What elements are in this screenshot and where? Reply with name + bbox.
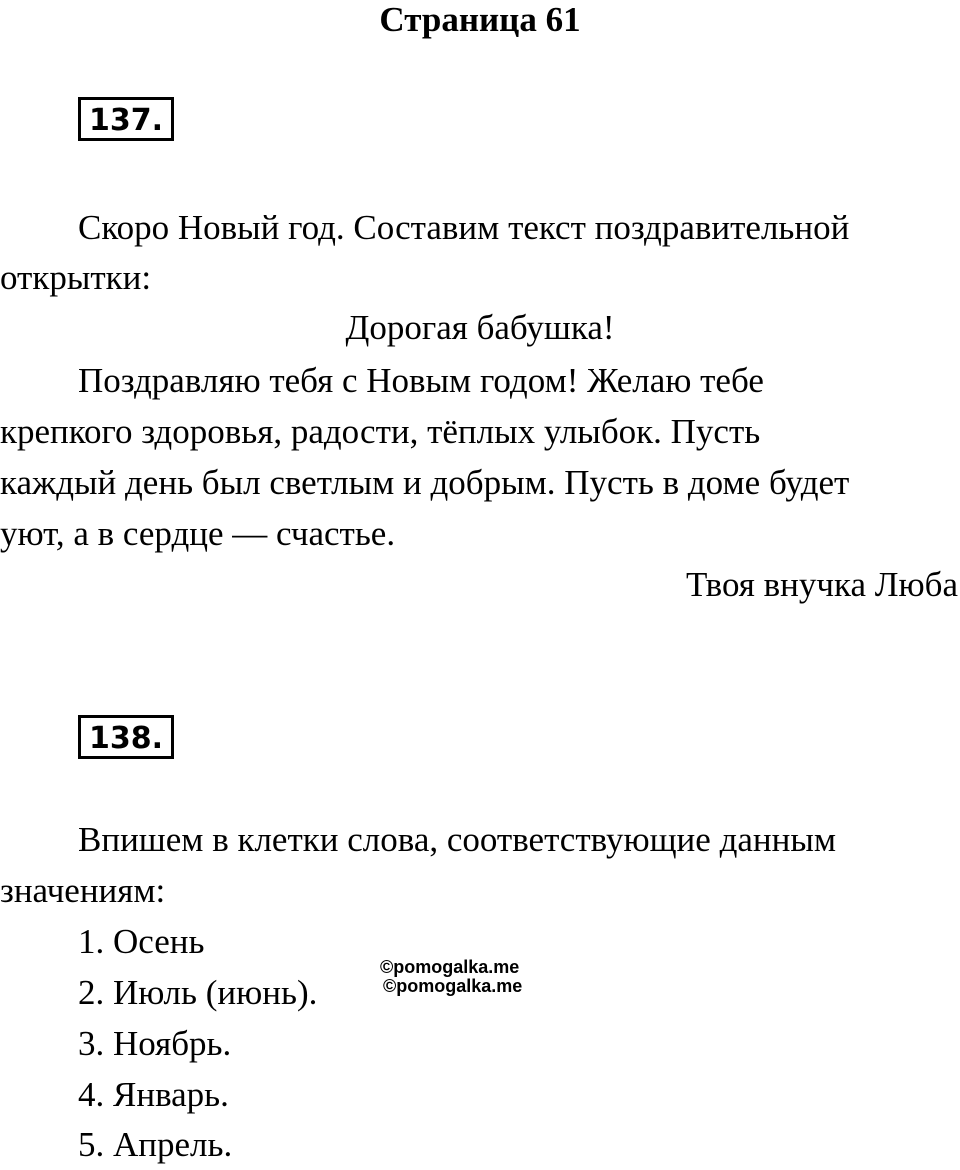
task-138-number: 138. <box>78 715 174 759</box>
task-137-body-line-2: крепкого здоровья, радости, тёплых улыбок. Пусть <box>0 412 761 451</box>
watermark-line-2: ©pomogalka.me <box>383 976 523 996</box>
task-137-body-line-3: каждый день был светлым и добрым. Пусть в доме будет <box>0 463 850 502</box>
task-137-intro-line-2: открытки: <box>0 258 152 297</box>
page-title: Страница 61 <box>379 0 581 39</box>
watermark-line-1: ©pomogalka.me <box>380 957 520 977</box>
task-138-intro-line-1: Впишем в клетки слова, соответствующие данным <box>78 820 837 859</box>
task-137-greeting: Дорогая бабушка! <box>345 308 615 347</box>
answer-list-item: 1. Осень <box>78 922 205 961</box>
task-137-signature: Твоя внучка Люба <box>686 565 958 604</box>
task-138-intro-line-2: значениям: <box>0 871 166 910</box>
task-137-intro-line-1: Скоро Новый год. Составим текст поздравительной <box>78 208 850 247</box>
task-137-body-line-4: уют, а в сердце — счастье. <box>0 514 396 553</box>
answer-list-item: 5. Апрель. <box>78 1125 233 1164</box>
answer-list-item: 2. Июль (июнь). <box>78 973 318 1012</box>
answer-list-item: 3. Ноябрь. <box>78 1024 232 1063</box>
task-137-body-line-1: Поздравляю тебя с Новым годом! Желаю тебе <box>78 361 764 400</box>
answer-list-item: 4. Январь. <box>78 1075 229 1114</box>
task-137-number: 137. <box>78 97 174 141</box>
